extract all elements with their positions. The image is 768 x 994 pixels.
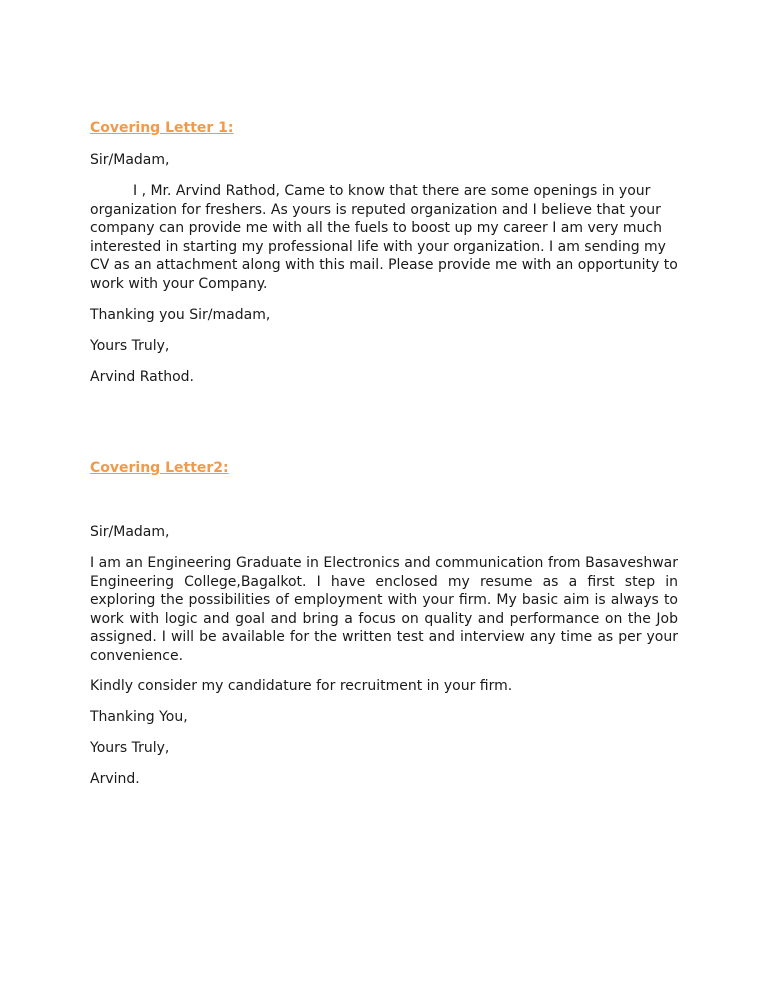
letter1-signature: Arvind Rathod. [90, 369, 194, 385]
letter2-body: I am an Engineering Graduate in Electronics and communication from Basaveshwar Engineering College,Bagalkot. I have enclosed my resume as a first step in exploring the possibilities of employment with your firm. My basic aim is always to work with logic and goal and bring a focus on quality and performance on the Job assigned. I will be available for the written test and interview any time as per your convenience. [90, 555, 678, 664]
letter2-thanks: Thanking You, [90, 709, 188, 725]
letter1-closing: Yours Truly, [90, 338, 170, 354]
letter2-heading: Covering Letter2: [90, 460, 229, 476]
letter1-thanks: Thanking you Sir/madam, [90, 307, 271, 323]
letter2-salutation: Sir/Madam, [90, 524, 170, 540]
letter2-closing: Yours Truly, [90, 740, 170, 756]
letter1-body: I , Mr. Arvind Rathod, Came to know that there are some openings in your organization for freshers. As yours is reputed organization and I believe that your company can provide me with all the fuels to boost up my career I am very much interested in starting my professional life with your organization. I am sending my CV as an attachment along with this mail. Please provide me with an opportunity to work with your Company. [90, 183, 678, 292]
letter2-signature: Arvind. [90, 771, 140, 787]
letter1-salutation: Sir/Madam, [90, 152, 170, 168]
letter2-request: Kindly consider my candidature for recruitment in your firm. [90, 678, 513, 694]
letter1-heading: Covering Letter 1: [90, 120, 234, 136]
